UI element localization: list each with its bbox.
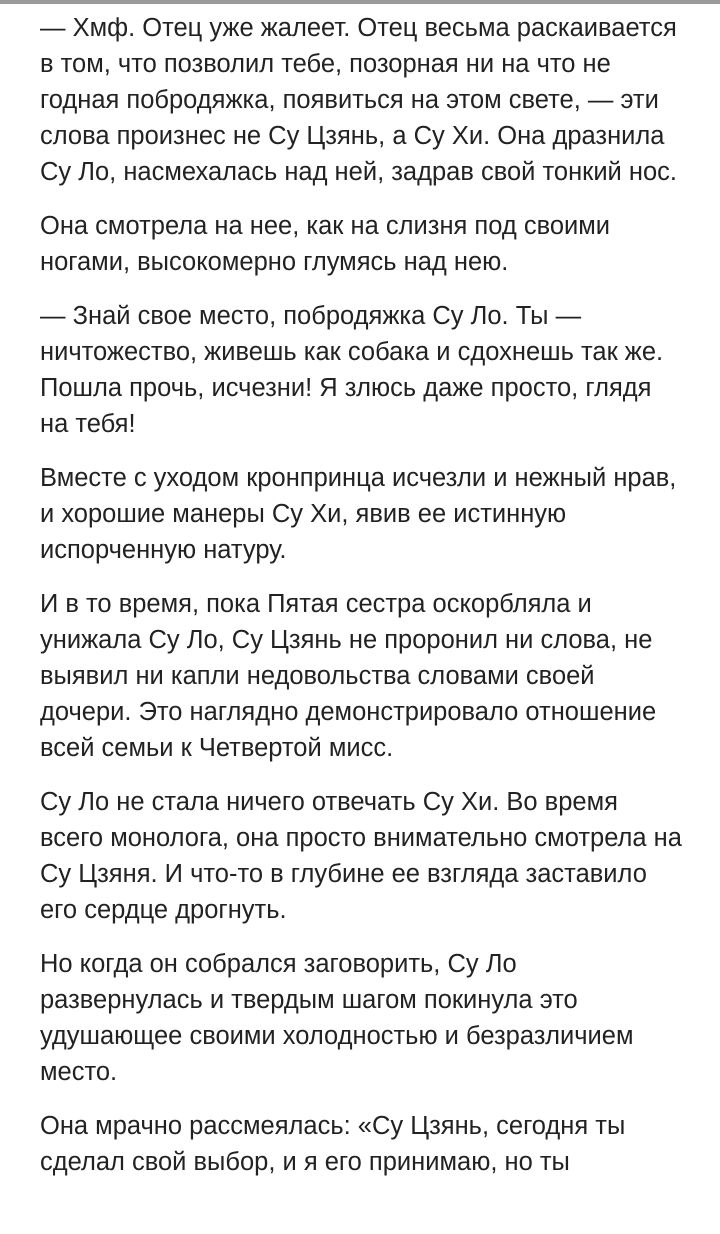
article-body [40,10,686,1198]
paragraph: Она смотрела на нее, как на слизня под своими ногами, высокомерно глумясь над нею. [40,212,611,276]
paragraph: — Знай свое место, побродяжка Су Ло. Ты — ничтожество, живешь как собака и сдохнешь так же. Пошла прочь, исчезни! Я злюсь даже просто, глядя на тебя! [40,302,664,438]
top-divider [0,0,720,4]
paragraph: И в то время, пока Пятая сестра оскорбляла и унижала Су Ло, Су Цзянь не проронил ни слова, не выявил ни капли недовольства словами своей дочери. Это наглядно демонстрировало отношение всей семьи к Четвертой мисс. [40,590,657,762]
paragraph: — Хмф. Отец уже жалеет. Отец весьма раскаивается в том, что позволил тебе, позорная ни на что не годная побродяжка, появиться на этом свете, — эти слова произнес не Су Цзянь, а Су Хи. Она дразнила Су Ло, насмехалась над ней, задрав свой тонкий нос. [40,14,677,186]
paragraph: Она мрачно рассмеялась: «Су Цзянь, сегодня ты сделал свой выбор, и я его принимаю, но ты [40,1112,626,1176]
paragraph: Су Ло не стала ничего отвечать Су Хи. Во время всего монолога, она просто внимательно смотрела на Су Цзяня. И что-то в глубине ее взгляда заставило его сердце дрогнуть. [40,788,682,924]
paragraph: Вместе с уходом кронпринца исчезли и нежный нрав, и хорошие манеры Су Хи, явив ее истинную испорченную натуру. [40,464,677,564]
paragraph: Но когда он собрался заговорить, Су Ло развернулась и твердым шагом покинула это удушающее своими холодностью и безразличием место. [40,950,634,1086]
